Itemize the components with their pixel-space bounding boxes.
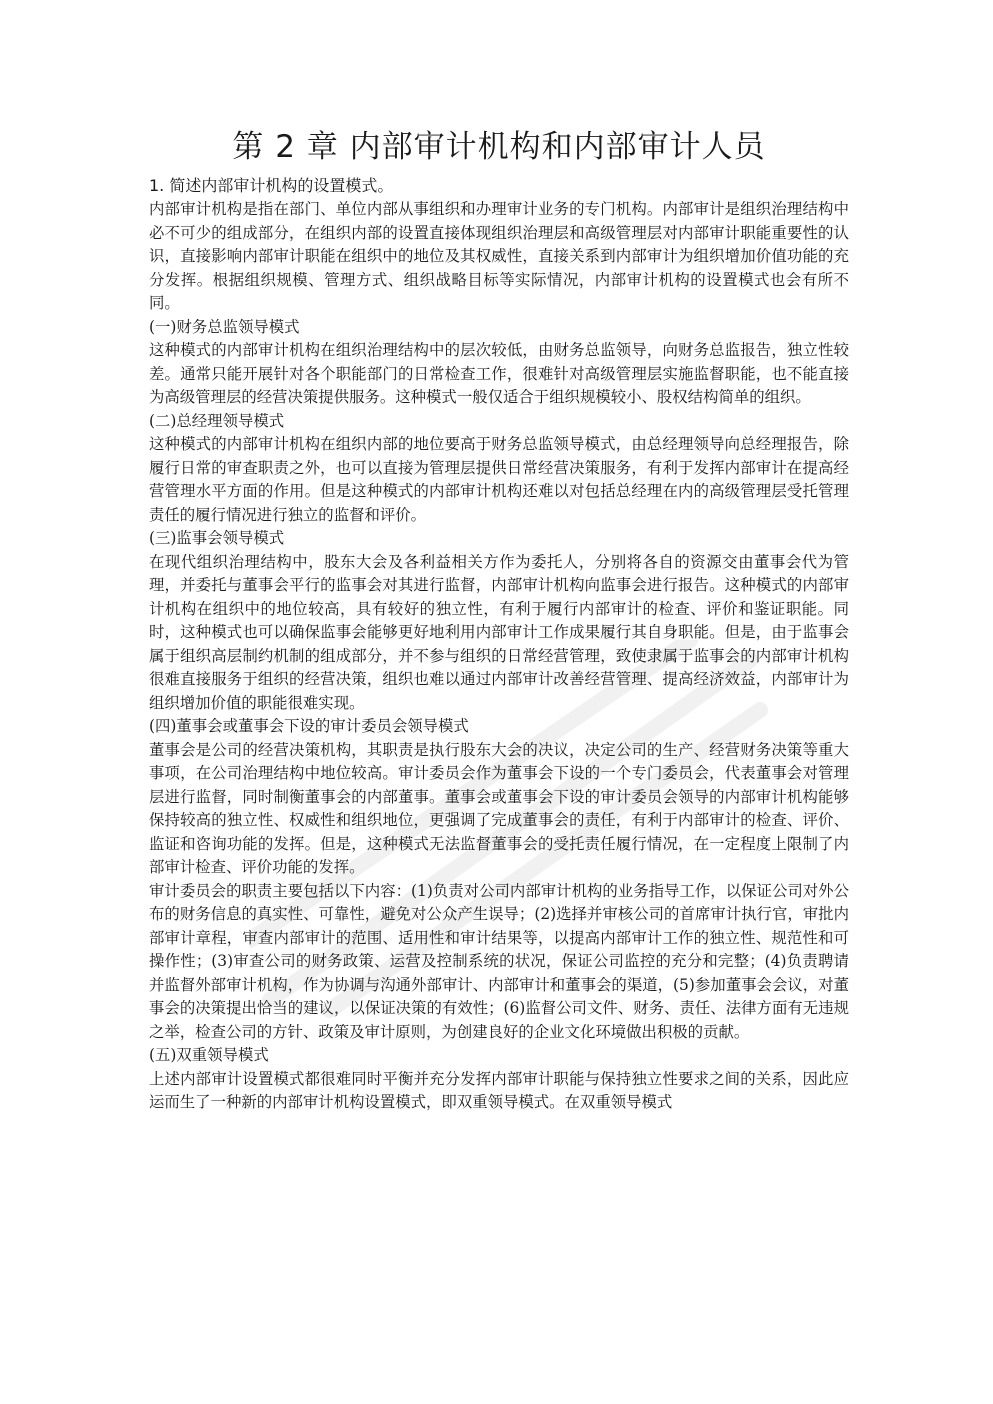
section-paragraph: 审计委员会的职责主要包括以下内容：(1)负责对公司内部审计机构的业务指导工作，以保证公司对外公布的财务信息的真实性、可靠性，避免对公众产生误导；(2)选择并审核公司的首席审计执行官，审批内部审计章程，审查内部审计的范围、适用性和审计结果等，以提高内部审计工作的独立性、规范性和可操作性；(3)审查公司的财务政策、运营及控制系统的状况，保证公司监控的充分和完整；(4)负责聘请并监督外部审计机构，作为协调与沟通外部审计、内部审计和董事会的渠道，(5)参加董事会会议，对董事会的决策提出恰当的建议，以保证决策的有效性；(6)监督公司文件、财务、责任、法律方面有无违规之举，检查公司的方针、政策及审计原则，为创建良好的企业文化环境做出积极的贡献。 [149, 881, 849, 1041]
section-5 [149, 1044, 849, 1115]
section-heading: (二)总经理领导模式 [149, 411, 285, 430]
section-paragraph: 董事会是公司的经营决策机构，其职责是执行股东大会的决议，决定公司的生产、经营财务决策等重大事项，在公司治理结构中地位较高。审计委员会作为董事会下设的一个专门委员会，代表董事会对管理层进行监督，同时制衡董事会的内部董事。董事会或董事会下设的审计委员会领导的内部审计机构能够保持较高的独立性、权威性和组织地位，更强调了完成董事会的责任，有利于内部审计的检查、评价、监证和咨询功能的发挥。但是，这种模式无法监督董事会的受托责任履行情况，在一定程度上限制了内部审计检查、评价功能的发挥。 [149, 740, 849, 876]
section-heading: (一)财务总监领导模式 [149, 317, 300, 336]
section-4 [149, 715, 849, 1044]
document-page [149, 122, 849, 1115]
chapter-title: 第 2 章 内部审计机构和内部审计人员 [232, 129, 766, 165]
section-paragraph: 这种模式的内部审计机构在组织内部的地位要高于财务总监领导模式，由总经理领导向总经理报告，除履行日常的审查职责之外，也可以直接为管理层提供日常经营决策服务，有利于发挥内部审计在提高经营管理水平方面的作用。但是这种模式的内部审计机构还难以对包括总经理在内的高级管理层受托管理责任的履行情况进行独立的监督和评价。 [149, 435, 849, 524]
intro-paragraph: 内部审计机构是指在部门、单位内部从事组织和办理审计业务的专门机构。内部审计是组织治理结构中必不可少的组成部分，在组织内部的设置直接体现组织治理层和高级管理层对内部审计职能重要性的认识，直接影响内部审计职能在组织中的地位及其权威性，直接关系到内部审计为组织增加价值功能的充分发挥。根据组织规模、管理方式、组织战略目标等实际情况，内部审计机构的设置模式也会有所不同。 [149, 200, 849, 312]
section-2 [149, 410, 849, 528]
section-heading: (五)双重领导模式 [149, 1046, 269, 1064]
question-heading: 1. 简述内部审计机构的设置模式。 [149, 176, 394, 195]
section-3 [149, 527, 849, 715]
section-paragraph: 上述内部审计设置模式都很难同时平衡并充分发挥内部审计职能与保持独立性要求之间的关系，因此应运而生了一种新的内部审计机构设置模式，即双重领导模式。在双重领导模式 [149, 1069, 849, 1111]
section-heading: (四)董事会或董事会下设的审计委员会领导模式 [149, 717, 469, 735]
section-paragraph: 在现代组织治理结构中，股东大会及各利益相关方作为委托人，分别将各自的资源交由董事会代为管理，并委托与董事会平行的监事会对其进行监督，内部审计机构向监事会进行报告。这种模式的内部审计机构在组织中的地位较高，具有较好的独立性，有利于履行内部审计的检查、评价和鉴证职能。同时，这种模式也可以确保监事会能够更好地利用内部审计工作成果履行其自身职能。但是，由于监事会属于组织高层制约机制的组成部分，并不参与组织的日常经营管理，致使隶属于监事会的内部审计机构很难直接服务于组织的经营决策，组织也难以通过内部审计改善经营管理、提高经济效益，内部审计为组织增加价值的职能很难实现。 [149, 552, 849, 712]
section-heading: (三)监事会领导模式 [149, 529, 285, 547]
section-paragraph: 这种模式的内部审计机构在组织治理结构中的层次较低，由财务总监领导，向财务总监报告，独立性较差。通常只能开展针对各个职能部门的日常检查工作，很难针对高级管理层实施监督职能，也不能直接为高级管理层的经营决策提供服务。这种模式一般仅适合于组织规模较小、股权结构简单的组织。 [149, 341, 849, 406]
section-1 [149, 316, 849, 410]
